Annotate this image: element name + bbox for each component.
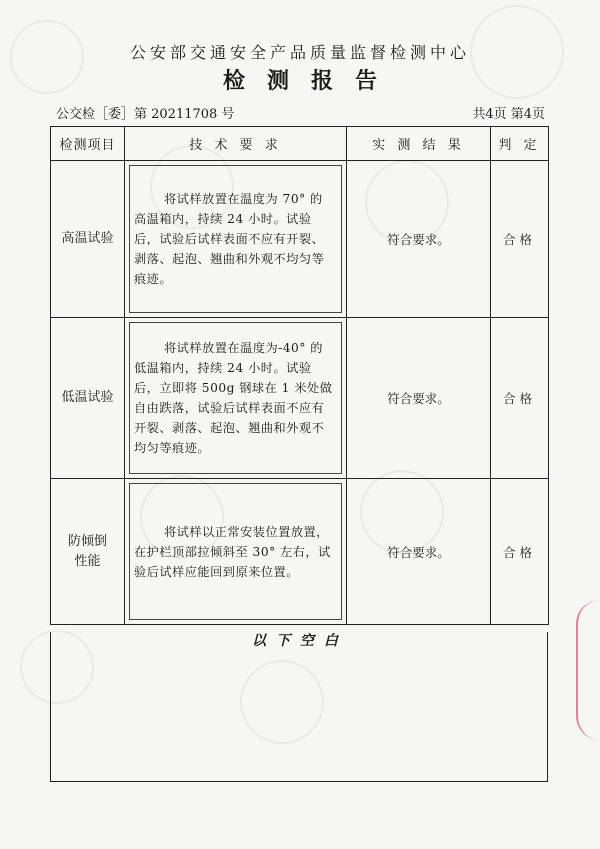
left-border-line	[50, 632, 51, 782]
judgement: 合格	[491, 479, 549, 625]
report-title: 检测报告	[222, 69, 399, 94]
table-row	[51, 479, 549, 625]
column-header-result: 实 测 结 果	[347, 127, 491, 161]
column-header-requirement: 技 术 要 求	[125, 127, 347, 161]
test-item	[51, 479, 125, 625]
judgement: 合格	[491, 161, 549, 318]
page-info: 共4页 第4页	[472, 107, 545, 122]
test-result: 符合要求。	[347, 161, 491, 318]
blank-below-mark: 以下空白	[252, 633, 348, 649]
test-item: 高温试验	[51, 161, 125, 318]
test-item: 低温试验	[51, 318, 125, 479]
judgement: 合格	[491, 318, 549, 479]
table-header-row	[51, 127, 549, 161]
column-header-judgement: 判 定	[491, 127, 549, 161]
requirement-cell	[125, 479, 347, 625]
table-row	[51, 161, 549, 318]
requirement-text: 将试样放置在温度为-40° 的低温箱内，持续 24 小时。试验后，立即将 500g 钢球在 1 米处做自由跌落，试验后试样表面不应有开裂、剥落、起泡、翘曲和外观不均匀等痕迹。	[134, 341, 333, 455]
organization-name: 公安部交通安全产品质量监督检测中心	[129, 43, 470, 62]
requirement-box	[129, 483, 342, 620]
requirement-box	[129, 165, 342, 313]
right-border-line	[547, 632, 548, 782]
report-number: 公交检［委］第 20211708 号	[56, 107, 235, 122]
red-seal-stamp	[576, 600, 600, 740]
requirement-cell	[125, 318, 347, 479]
test-result: 符合要求。	[347, 479, 491, 625]
bottom-border-line	[50, 781, 548, 782]
column-header-item: 检测项目	[51, 127, 125, 161]
test-result: 符合要求。	[347, 318, 491, 479]
watermark-seal	[240, 660, 324, 744]
test-item-text: 防倾倒性能	[67, 533, 107, 569]
requirement-text: 将试样以正常安装位置放置，在护栏顶部拉倾斜至 30° 左右，试验后试样应能回到原来位置。	[134, 524, 331, 579]
requirement-text: 将试样放置在温度为 70° 的高温箱内，持续 24 小时。试验后，试验后试样表面不应有开裂、剥落、起泡、翘曲和外观不均匀等痕迹。	[134, 192, 325, 286]
requirement-box	[129, 322, 342, 474]
requirement-cell	[125, 161, 347, 318]
inspection-table	[50, 126, 549, 625]
table-row	[51, 318, 549, 479]
